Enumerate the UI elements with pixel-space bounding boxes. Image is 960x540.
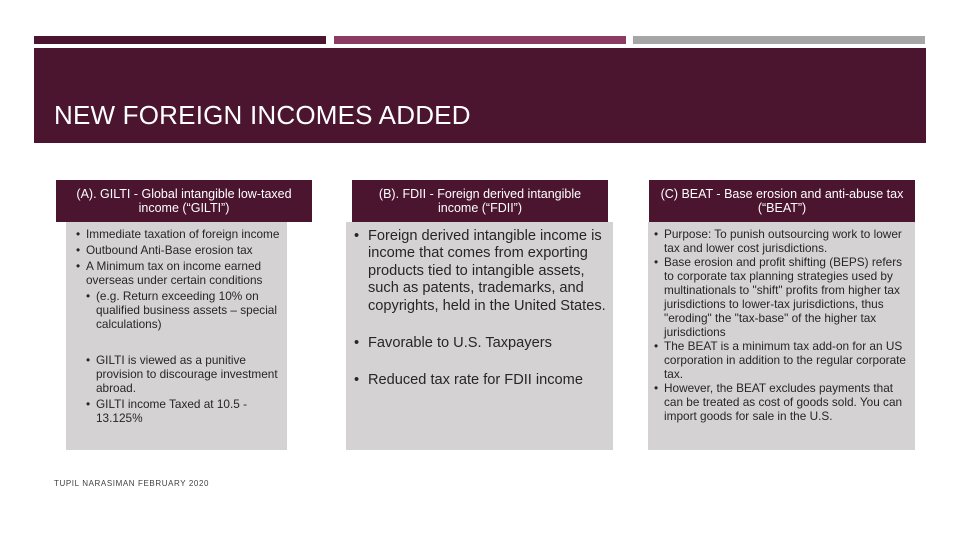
list-item: • Foreign derived intangible income is income that comes from exporting products tied to intangible assets, such as patents, trademarks, and copyrights, held in the United States. bbox=[354, 228, 610, 315]
list-item: • GILTI income Taxed at 10.5 - 13.125% bbox=[76, 397, 286, 425]
column-c-heading: (C) BEAT - Base erosion and anti-abuse tax (“BEAT”) bbox=[649, 180, 915, 222]
list-item: • GILTI is viewed as a punitive provision to discourage investment abroad. bbox=[76, 353, 286, 395]
list-item: • A Minimum tax on income earned overseas under certain conditions bbox=[76, 259, 286, 287]
column-b-list bbox=[354, 228, 610, 390]
list-item: • Immediate taxation of foreign income bbox=[76, 227, 286, 241]
title-band bbox=[34, 48, 926, 143]
column-c-list bbox=[654, 227, 914, 423]
accent-bar-dark bbox=[34, 36, 326, 44]
column-a-list bbox=[76, 227, 286, 427]
list-item: • The BEAT is a minimum tax add-on for an US corporation in addition to the regular corporate tax. bbox=[654, 339, 914, 381]
list-item: • Base erosion and profit shifting (BEPS) refers to corporate tax planning strategies used by multinationals to "shift" profits from higher tax jurisdictions to lower-tax jurisdictions, thus "eroding" the "tax-base" of the higher tax jurisdictions bbox=[654, 255, 914, 339]
column-b-heading: (B). FDII - Foreign derived intangible income (“FDII”) bbox=[352, 180, 608, 222]
list-item: • Favorable to U.S. Taxpayers bbox=[354, 335, 610, 352]
slide-title: NEW FOREIGN INCOMES ADDED bbox=[54, 100, 471, 130]
column-a-heading: (A). GILTI - Global intangible low-taxed income (“GILTI”) bbox=[56, 180, 312, 222]
list-item: • However, the BEAT excludes payments that can be treated as cost of goods sold. You can import goods for sale in the U.S. bbox=[654, 381, 914, 423]
list-item: • Reduced tax rate for FDII income bbox=[354, 372, 610, 389]
list-item: • Purpose: To punish outsourcing work to lower tax and lower cost jurisdictions. bbox=[654, 227, 914, 255]
footer-credit: TUPIL NARASIMAN FEBRUARY 2020 bbox=[54, 479, 210, 488]
list-item: • Outbound Anti-Base erosion tax bbox=[76, 243, 286, 257]
accent-bar-gray bbox=[633, 36, 925, 44]
list-item: • (e.g. Return exceeding 10% on qualified business assets – special calculations) bbox=[76, 289, 286, 331]
accent-bar-mid bbox=[334, 36, 626, 44]
